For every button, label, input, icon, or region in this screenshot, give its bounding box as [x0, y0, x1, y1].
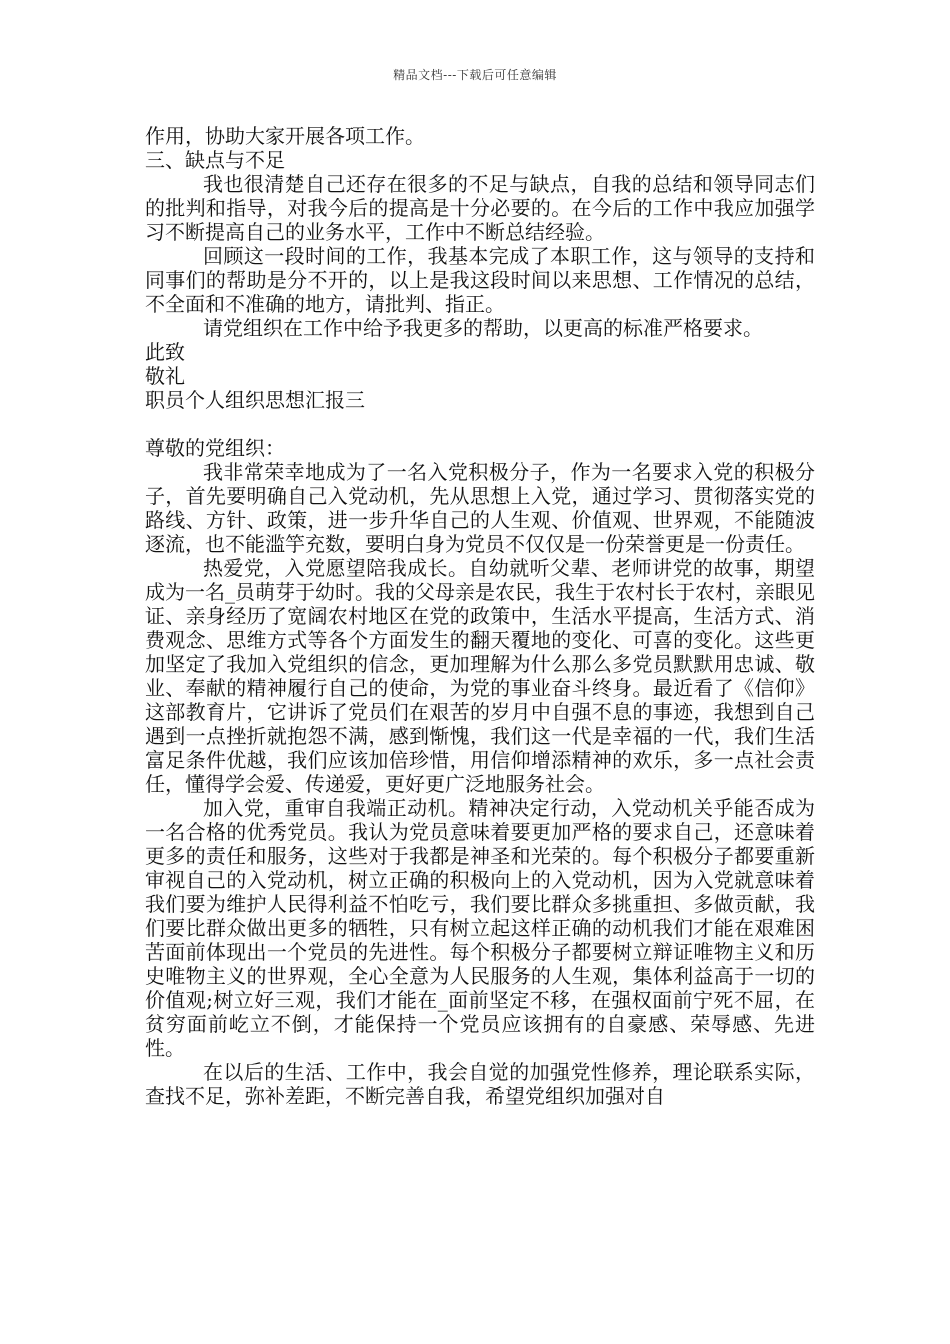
closing-salutation: 此致 [145, 340, 185, 364]
page-header: 精品文档---下载后可任意编辑 [393, 68, 557, 82]
paragraph: 我非常荣幸地成为了一名入党积极分子，作为一名要求入党的积极分子，首先要明确自己入党动机，先从思想上入党，通过学习、贯彻落实党的路线、方针、政策，进一步升华自己的人生观、价值观、世界观，不能随波逐流，也不能滥竽充数，要明白身为党员不仅仅是一份荣誉更是一份责任。 [145, 460, 815, 556]
closing-regards: 敬礼 [145, 364, 185, 388]
paragraph: 在以后的生活、工作中，我会自觉的加强党性修养，理论联系实际，查找不足，弥补差距，不断完善自我，希望党组织加强对自 [145, 1060, 815, 1108]
section-heading: 三、缺点与不足 [145, 148, 285, 172]
document-body [145, 124, 815, 1108]
greeting: 尊敬的党组织： [145, 436, 285, 460]
paragraph: 回顾这一段时间的工作，我基本完成了本职工作，这与领导的支持和同事们的帮助是分不开的，以上是我这段时间以来思想、工作情况的总结，不全面和不准确的地方，请批判、指正。 [145, 244, 815, 316]
blank-line [145, 412, 815, 436]
paragraph: 我也很清楚自己还存在很多的不足与缺点，自我的总结和领导同志们的批判和指导，对我今后的提高是十分必要的。在今后的工作中我应加强学习不断提高自己的业务水平，工作中不断总结经验。 [145, 172, 815, 244]
report-title: 职员个人组织思想汇报三 [145, 388, 365, 412]
paragraph: 加入党，重审自我端正动机。精神决定行动，入党动机关乎能否成为一名合格的优秀党员。我认为党员意味着要更加严格的要求自己，还意味着更多的责任和服务，这些对于我都是神圣和光荣的。每个积极分子都要重新审视自己的入党动机，树立正确的积极向上的入党动机，因为入党就意味着我们要为维护人民得利益不怕吃亏，我们要比群众多挑重担、多做贡献，我们要比群众做出更多的牺牲，只有树立起这样正确的动机我们才能在艰难困苦面前体现出一个党员的先进性。每个积极分子都要树立辩证唯物主义和历史唯物主义的世界观，全心全意为人民服务的人生观，集体利益高于一切的价值观;树立好三观，我们才能在_面前坚定不移，在强权面前宁死不屈，在贫穷面前屹立不倒，才能保持一个党员应该拥有的自豪感、荣辱感、先进性。 [145, 796, 815, 1060]
paragraph-continuation: 作用，协助大家开展各项工作。 [145, 124, 425, 148]
paragraph: 请党组织在工作中给予我更多的帮助，以更高的标准严格要求。 [203, 316, 763, 340]
paragraph: 热爱党，入党愿望陪我成长。自幼就听父辈、老师讲党的故事，期望成为一名_员萌芽于幼时。我的父母亲是农民，我生于农村长于农村，亲眼见证、亲身经历了宽阔农村地区在党的政策中，生活水平提高，生活方式、消费观念、思维方式等各个方面发生的翻天覆地的变化、可喜的变化。这些更加坚定了我加入党组织的信念，更加理解为什么那么多党员默默用忠诚、敬业、奉献的精神履行自己的使命，为党的事业奋斗终身。最近看了《信仰》这部教育片，它讲诉了党员们在艰苦的岁月中自强不息的事迹，我想到自己遇到一点挫折就抱怨不满，感到惭愧，我们这一代是幸福的一代，我们生活富足条件优越，我们应该加倍珍惜，用信仰增添精神的欢乐，多一点社会责任，懂得学会爱、传递爱，更好更广泛地服务社会。 [145, 556, 815, 796]
